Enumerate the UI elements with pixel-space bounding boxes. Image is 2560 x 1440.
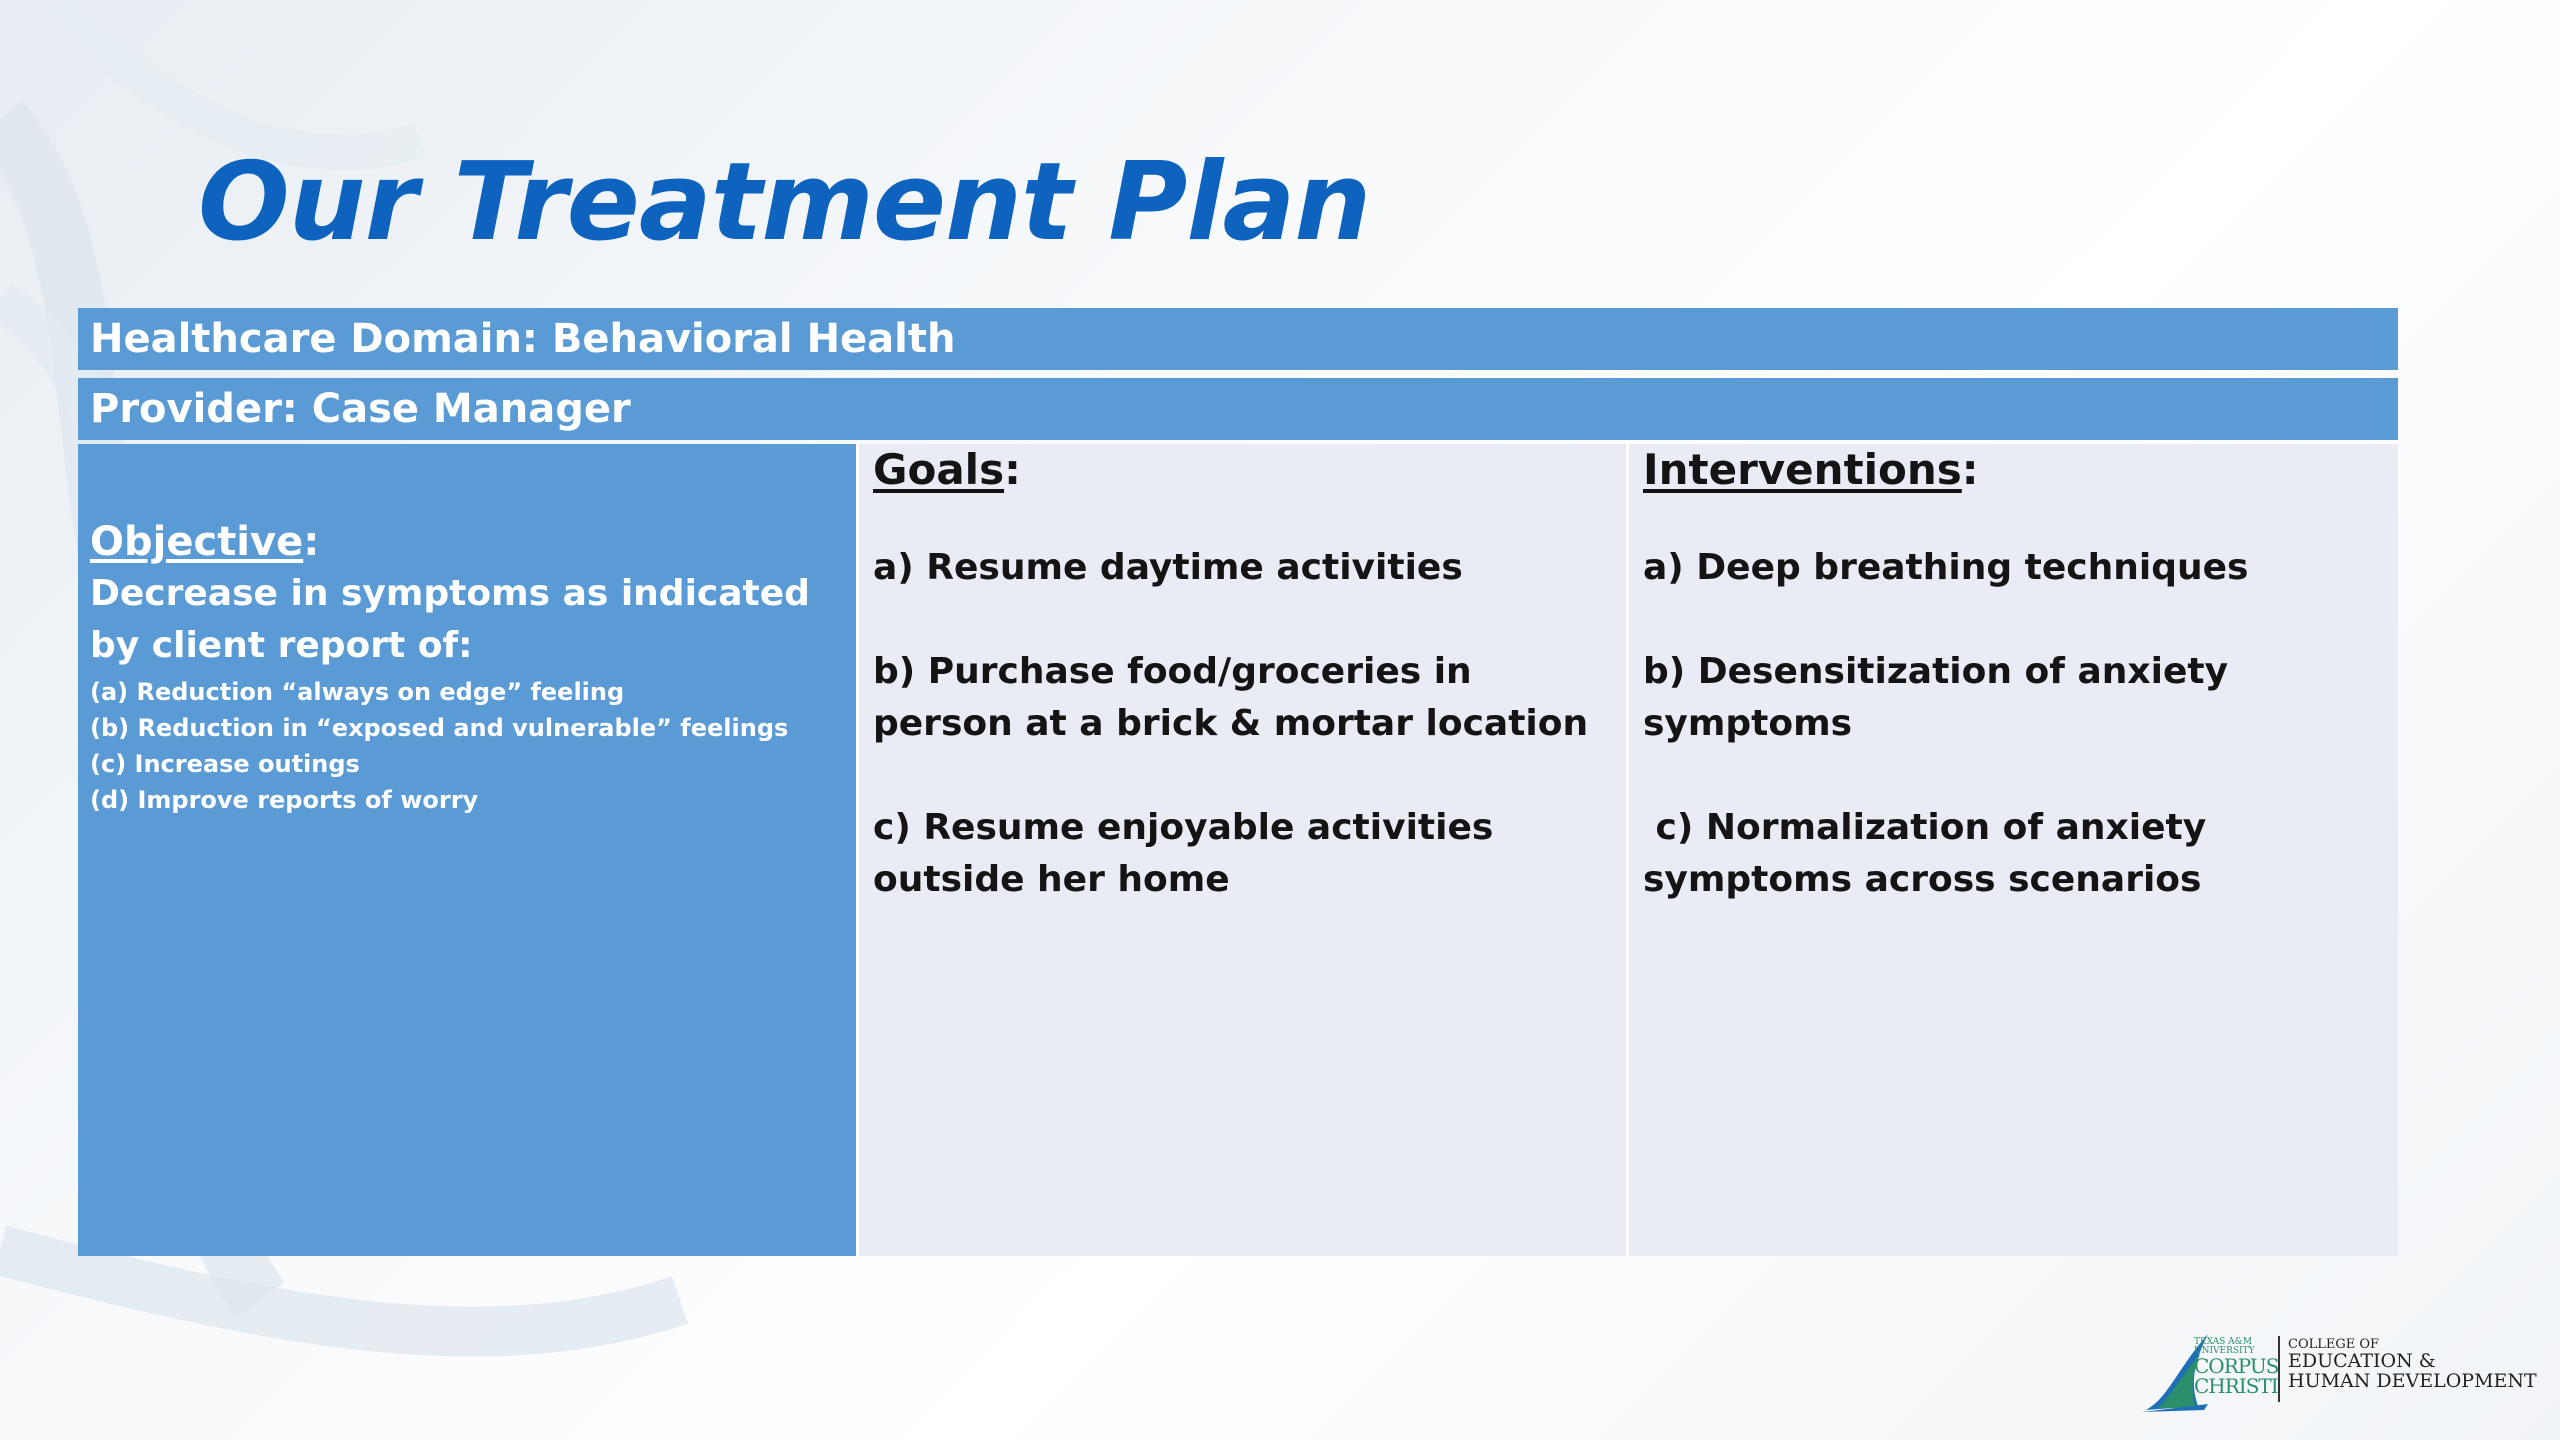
objective-item: (a) Reduction “always on edge” feeling — [90, 678, 625, 706]
provider-row: Provider: Case Manager — [78, 378, 2398, 440]
college-logo — [2138, 1328, 2537, 1412]
university-line: CORPUS — [2194, 1354, 2279, 1378]
university-line: UNIVERSITY — [2194, 1346, 2255, 1356]
slide-title: Our Treatment Plan — [198, 140, 1371, 265]
university-name — [2194, 1337, 2279, 1398]
intervention-item: b) Desensitization of anxiety symptoms — [1643, 651, 2229, 744]
college-name — [2288, 1338, 2537, 1392]
intervention-item: c) Normalization of anxiety symptoms across scenarios — [1643, 807, 2219, 900]
goals-heading-colon: : — [1004, 445, 1021, 494]
treatment-plan-table — [78, 444, 2398, 1256]
interventions-cell — [1626, 444, 2398, 1256]
college-line: HUMAN DEVELOPMENT — [2288, 1369, 2537, 1392]
interventions-heading-text: Interventions — [1643, 445, 1962, 494]
university-line: TEXAS A&M — [2194, 1337, 2252, 1347]
objective-item: (c) Increase outings — [90, 750, 360, 778]
goal-item: c) Resume enjoyable activities outside her home — [873, 807, 1494, 900]
college-line: EDUCATION & — [2288, 1349, 2436, 1372]
objective-heading — [90, 516, 842, 568]
objective-heading-text: Objective — [90, 519, 304, 565]
goals-heading-text: Goals — [873, 445, 1005, 494]
objective-description: Decrease in symptoms as indicated by client report of: — [90, 573, 810, 666]
university-line: CHRISTI — [2194, 1374, 2278, 1398]
objective-item: (d) Improve reports of worry — [90, 786, 479, 814]
objective-cell — [78, 444, 856, 1256]
goal-item: a) Resume daytime activities — [873, 547, 1463, 588]
healthcare-domain-row: Healthcare Domain: Behavioral Health — [78, 308, 2398, 370]
interventions-heading — [1643, 444, 2378, 496]
goal-item: b) Purchase food/groceries in person at a brick & mortar location — [873, 651, 1589, 744]
objective-item: (b) Reduction in “exposed and vulnerable” feelings — [90, 714, 789, 742]
logo-divider — [2278, 1336, 2280, 1402]
college-line: COLLEGE OF — [2288, 1337, 2380, 1352]
goals-cell — [856, 444, 1626, 1256]
interventions-heading-colon: : — [1961, 445, 1979, 494]
objective-heading-colon: : — [303, 519, 320, 565]
interventions-list — [1643, 542, 2378, 906]
goals-list — [873, 542, 1606, 906]
intervention-item: a) Deep breathing techniques — [1643, 547, 2249, 588]
goals-heading — [873, 444, 1606, 496]
objective-list — [90, 674, 842, 818]
